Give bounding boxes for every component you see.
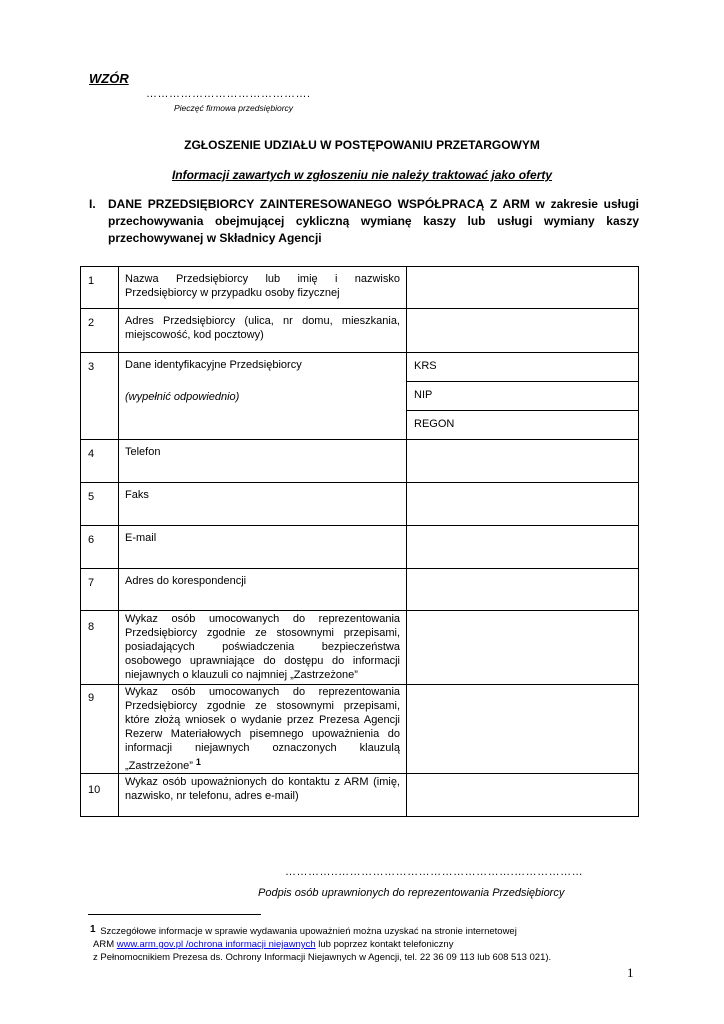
section-number: I. (89, 197, 96, 211)
row-number: 2 (81, 309, 119, 353)
row-label: Adres do korespondencji (119, 569, 407, 611)
table-row (81, 774, 639, 817)
company-name-field[interactable] (407, 267, 639, 309)
table-row (81, 267, 639, 309)
table-row (81, 611, 639, 685)
phone-field[interactable] (407, 440, 639, 483)
footnote-reference: 1 (195, 757, 201, 767)
footnote-divider (88, 914, 261, 915)
row-label-text: Wykaz osób umocowanych do reprezentowania Przedsiębiorcy zgodnie ze stosownymi przepisami, które złożą wniosek o wydanie przez Prezesa Agencji Rezerw Materiałowych pisemnego upoważnienia do informacji niejawnych oznaczonych klauzulą „Zastrzeżone” (125, 686, 400, 772)
document-subtitle: Informacji zawartych w zgłoszeniu nie należy traktować jako oferty (171, 168, 553, 182)
row-label (119, 353, 407, 440)
footnote-line-2 (90, 938, 650, 951)
table-row (81, 569, 639, 611)
footnote-text-1: Szczegółowe informacje w sprawie wydawania upoważnień można uzyskać na stronie internetowej (100, 926, 517, 937)
document-title: ZGŁOSZENIE UDZIAŁU W POSTĘPOWANIU PRZETARGOWYM (184, 138, 540, 152)
page-number: 1 (627, 965, 634, 980)
row-label: Nazwa Przedsiębiorcy lub imię i nazwisko Przedsiębiorcy w przypadku osoby fizycznej (119, 267, 407, 309)
row-label: Adres Przedsiębiorcy (ulica, nr domu, mieszkania, miejscowość, kod pocztowy) (119, 309, 407, 353)
arm-website-link[interactable]: www.arm.gov.pl /ochrona informacji niejawnych (116, 939, 316, 950)
section-text: DANE PRZEDSIĘBIORCY ZAINTERESOWANEGO WSPÓŁPRACĄ Z ARM w zakresie usługi przechowywania obejmującej cykliczną wymianę kaszy lub usługi wymiany kaszy przechowywanej w Składnicy Agencji (108, 197, 639, 245)
email-field[interactable] (407, 526, 639, 569)
identification-label: Dane identyfikacyjne Przedsiębiorcy (125, 359, 302, 371)
footnote-mark: 1 (90, 924, 96, 935)
row-label: Wykaz osób umocowanych do reprezentowania Przedsiębiorcy zgodnie ze stosownymi przepisami, posiadających poświadczenia bezpieczeństwa osobowego uprawniające do dostępu do informacji niejawnych o klauzuli co najmniej „Zastrzeżone” (119, 611, 407, 685)
signature-dots: …………..……………………………………….……………… (285, 866, 584, 878)
row-number: 8 (81, 611, 119, 685)
footnote-text-2a: ARM (93, 939, 117, 950)
row-number: 5 (81, 483, 119, 526)
nip-field[interactable]: NIP (407, 382, 639, 411)
stamp-placeholder-dots: ……………………………………. (146, 88, 311, 100)
stamp-label: Pieczęć firmowa przedsiębiorcy (174, 103, 294, 113)
krs-field[interactable]: KRS (407, 353, 639, 382)
table-row (81, 309, 639, 353)
table-row (81, 483, 639, 526)
table-row (81, 526, 639, 569)
row-label (119, 685, 407, 774)
table-row (81, 353, 639, 382)
company-address-field[interactable] (407, 309, 639, 353)
row-number: 6 (81, 526, 119, 569)
row-number: 7 (81, 569, 119, 611)
clearance-persons-field[interactable] (407, 685, 639, 774)
row-label: E-mail (119, 526, 407, 569)
signature-label: Podpis osób uprawnionych do reprezentowania Przedsiębiorcy (258, 887, 565, 899)
regon-field[interactable]: REGON (407, 411, 639, 440)
table-row (81, 440, 639, 483)
row-number: 10 (81, 774, 119, 817)
row-number: 9 (81, 685, 119, 774)
row-label: Faks (119, 483, 407, 526)
correspondence-address-field[interactable] (407, 569, 639, 611)
footnote-line-1 (90, 923, 650, 938)
footnote (90, 923, 650, 964)
footnote-text-2b: lub poprzez kontakt telefoniczny (315, 939, 454, 950)
row-number: 4 (81, 440, 119, 483)
contact-persons-field[interactable] (407, 774, 639, 817)
row-label: Telefon (119, 440, 407, 483)
company-data-table (80, 266, 639, 817)
identification-note: (wypełnić odpowiednio) (125, 391, 240, 403)
footnote-line-3: z Pełnomocnikiem Prezesa ds. Ochrony Informacji Niejawnych w Agencji, tel. 22 36 09 113 lub 608 513 021). (93, 952, 552, 963)
row-label: Wykaz osób upoważnionych do kontaktu z ARM (imię, nazwisko, nr telefonu, adres e-mail) (119, 774, 407, 817)
row-number: 1 (81, 267, 119, 309)
section-heading (89, 196, 639, 247)
fax-field[interactable] (407, 483, 639, 526)
table-row (81, 685, 639, 774)
row-number: 3 (81, 353, 119, 440)
authorized-persons-field[interactable] (407, 611, 639, 685)
template-label: WZÓR (89, 71, 129, 86)
